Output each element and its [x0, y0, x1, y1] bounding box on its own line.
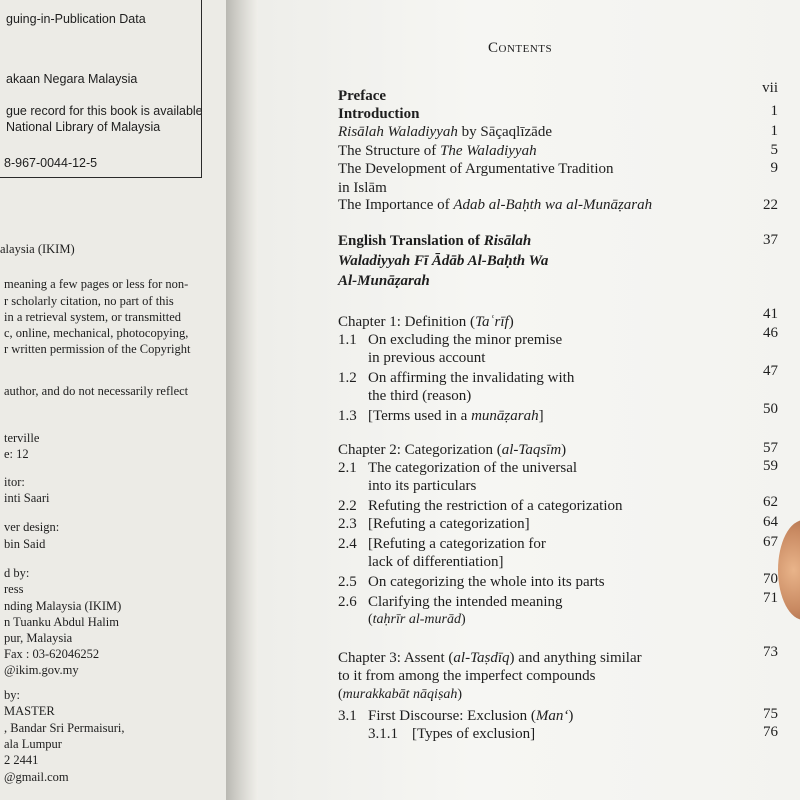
toc-entry-continued: in Islām: [338, 180, 387, 196]
right-page: [258, 0, 800, 800]
toc-entry-continued: (murakkabāt nāqiṣah): [338, 687, 463, 702]
left-line: , Bandar Sri Permaisuri,: [4, 721, 125, 735]
left-line: @gmail.com: [4, 770, 69, 784]
cip-data-box: [0, 0, 202, 178]
toc-page: 57: [763, 440, 778, 456]
left-line: National Library of Malaysia: [6, 120, 161, 134]
left-page: [0, 0, 226, 800]
left-line: ress: [4, 582, 24, 596]
left-line: n Tuanku Abdul Halim: [4, 615, 119, 629]
toc-page: 5: [770, 142, 778, 158]
toc-page: 75: [763, 706, 778, 722]
toc-page: 70: [763, 571, 778, 587]
book-gutter: [226, 0, 258, 800]
toc-entry-continued: Waladiyyah Fī Ādāb Al-Baḥth Wa: [338, 253, 549, 269]
toc-entry: 3.1 First Discourse: Exclusion (Man‘): [338, 708, 574, 724]
toc-page: 50: [763, 401, 778, 417]
toc-entry: 1.1 On excluding the minor premise: [338, 332, 563, 348]
toc-page: 76: [763, 724, 778, 740]
left-line: d by:: [4, 566, 30, 580]
toc-page: 73: [763, 644, 778, 660]
toc-entry: 2.3 [Refuting a categorization]: [338, 516, 530, 532]
left-line: @ikim.gov.my: [4, 663, 79, 677]
left-line: itor:: [4, 475, 25, 489]
toc-page: 71: [763, 590, 778, 606]
toc-page: 37: [763, 232, 778, 248]
toc-page: 47: [763, 363, 778, 379]
left-line: akaan Negara Malaysia: [6, 72, 138, 86]
toc-entry-preface: Preface: [338, 88, 387, 104]
toc-entry-continued: (taḥrīr al-murād): [368, 612, 466, 627]
toc-entry-continued: lack of differentiation]: [368, 554, 504, 570]
toc-page: 46: [763, 325, 778, 341]
left-line: c, online, mechanical, photocopying,: [4, 326, 189, 340]
left-line: author, and do not necessarily reflect: [4, 384, 189, 398]
left-line: e: 12: [4, 447, 29, 461]
toc-entry-introduction: Introduction: [338, 106, 420, 122]
toc-entry: 3.1.1 [Types of exclusion]: [368, 726, 536, 742]
toc-entry: The Structure of The Waladiyyah: [338, 143, 537, 159]
left-line: r written permission of the Copyright: [4, 342, 191, 356]
toc-entry-continued: the third (reason): [368, 388, 472, 404]
left-line: Fax : 03-62046252: [4, 647, 100, 661]
left-line: gue record for this book is available: [6, 104, 203, 118]
toc-page: vii: [762, 80, 778, 96]
toc-entry: 2.5 On categorizing the whole into its parts: [338, 574, 605, 590]
toc-page: 1: [770, 103, 778, 119]
toc-page: 22: [763, 197, 778, 213]
left-line: inti Saari: [4, 491, 50, 505]
toc-entry: 2.1 The categorization of the universal: [338, 460, 578, 476]
toc-page: 67: [763, 534, 778, 550]
left-line: terville: [4, 431, 40, 445]
thumb: [778, 520, 800, 620]
toc-chapter-3: Chapter 3: Assent (al-Taṣdīq) and anything similar: [338, 650, 642, 666]
left-line: r scholarly citation, no part of this: [4, 294, 174, 308]
toc-entry: 2.2 Refuting the restriction of a categorization: [338, 498, 623, 514]
toc-entry-continued: in previous account: [368, 350, 486, 366]
left-line: meaning a few pages or less for non-: [4, 277, 189, 291]
toc-page: 64: [763, 514, 778, 530]
left-line: nding Malaysia (IKIM): [4, 599, 122, 613]
left-line: MASTER: [4, 704, 55, 718]
toc-entry: The Importance of Adab al-Baḥth wa al-Munāẓarah: [338, 197, 653, 213]
toc-entry: Risālah Waladiyyah by Sāçaqlīzāde: [338, 124, 552, 140]
toc-page: 59: [763, 458, 778, 474]
left-line: in a retrieval system, or transmitted: [4, 310, 182, 324]
toc-page: 62: [763, 494, 778, 510]
toc-page: 41: [763, 306, 778, 322]
left-line: 2 2441: [4, 753, 39, 767]
left-line: ver design:: [4, 520, 60, 534]
toc-chapter-2: Chapter 2: Categorization (al-Taqsīm): [338, 442, 567, 458]
toc-page: 9: [770, 160, 778, 176]
toc-entry-continued: Al-Munāẓarah: [338, 273, 430, 289]
toc-entry: 1.3 [Terms used in a munāẓarah]: [338, 408, 544, 424]
left-line: guing-in-Publication Data: [6, 12, 146, 26]
toc-entry: 2.4 [Refuting a categorization for: [338, 536, 546, 552]
left-line: alaysia (IKIM): [0, 242, 75, 256]
toc-entry-continued: to it from among the imperfect compounds: [338, 668, 596, 684]
left-line: ala Lumpur: [4, 737, 62, 751]
toc-entry: The Development of Argumentative Tradition: [338, 161, 614, 177]
toc-entry: 1.2 On affirming the invalidating with: [338, 370, 575, 386]
toc-entry: 2.6 Clarifying the intended meaning: [338, 594, 563, 610]
toc-title: Contents: [488, 40, 553, 56]
left-line: by:: [4, 688, 20, 702]
toc-chapter-1: Chapter 1: Definition (Taʿrīf): [338, 314, 514, 330]
left-line: bin Said: [4, 537, 46, 551]
toc-entry-continued: into its particulars: [368, 478, 477, 494]
toc-entry-translation: English Translation of Risālah: [338, 233, 532, 249]
toc-page: 1: [770, 123, 778, 139]
left-line: pur, Malaysia: [4, 631, 73, 645]
left-line: 8-967-0044-12-5: [4, 156, 98, 170]
